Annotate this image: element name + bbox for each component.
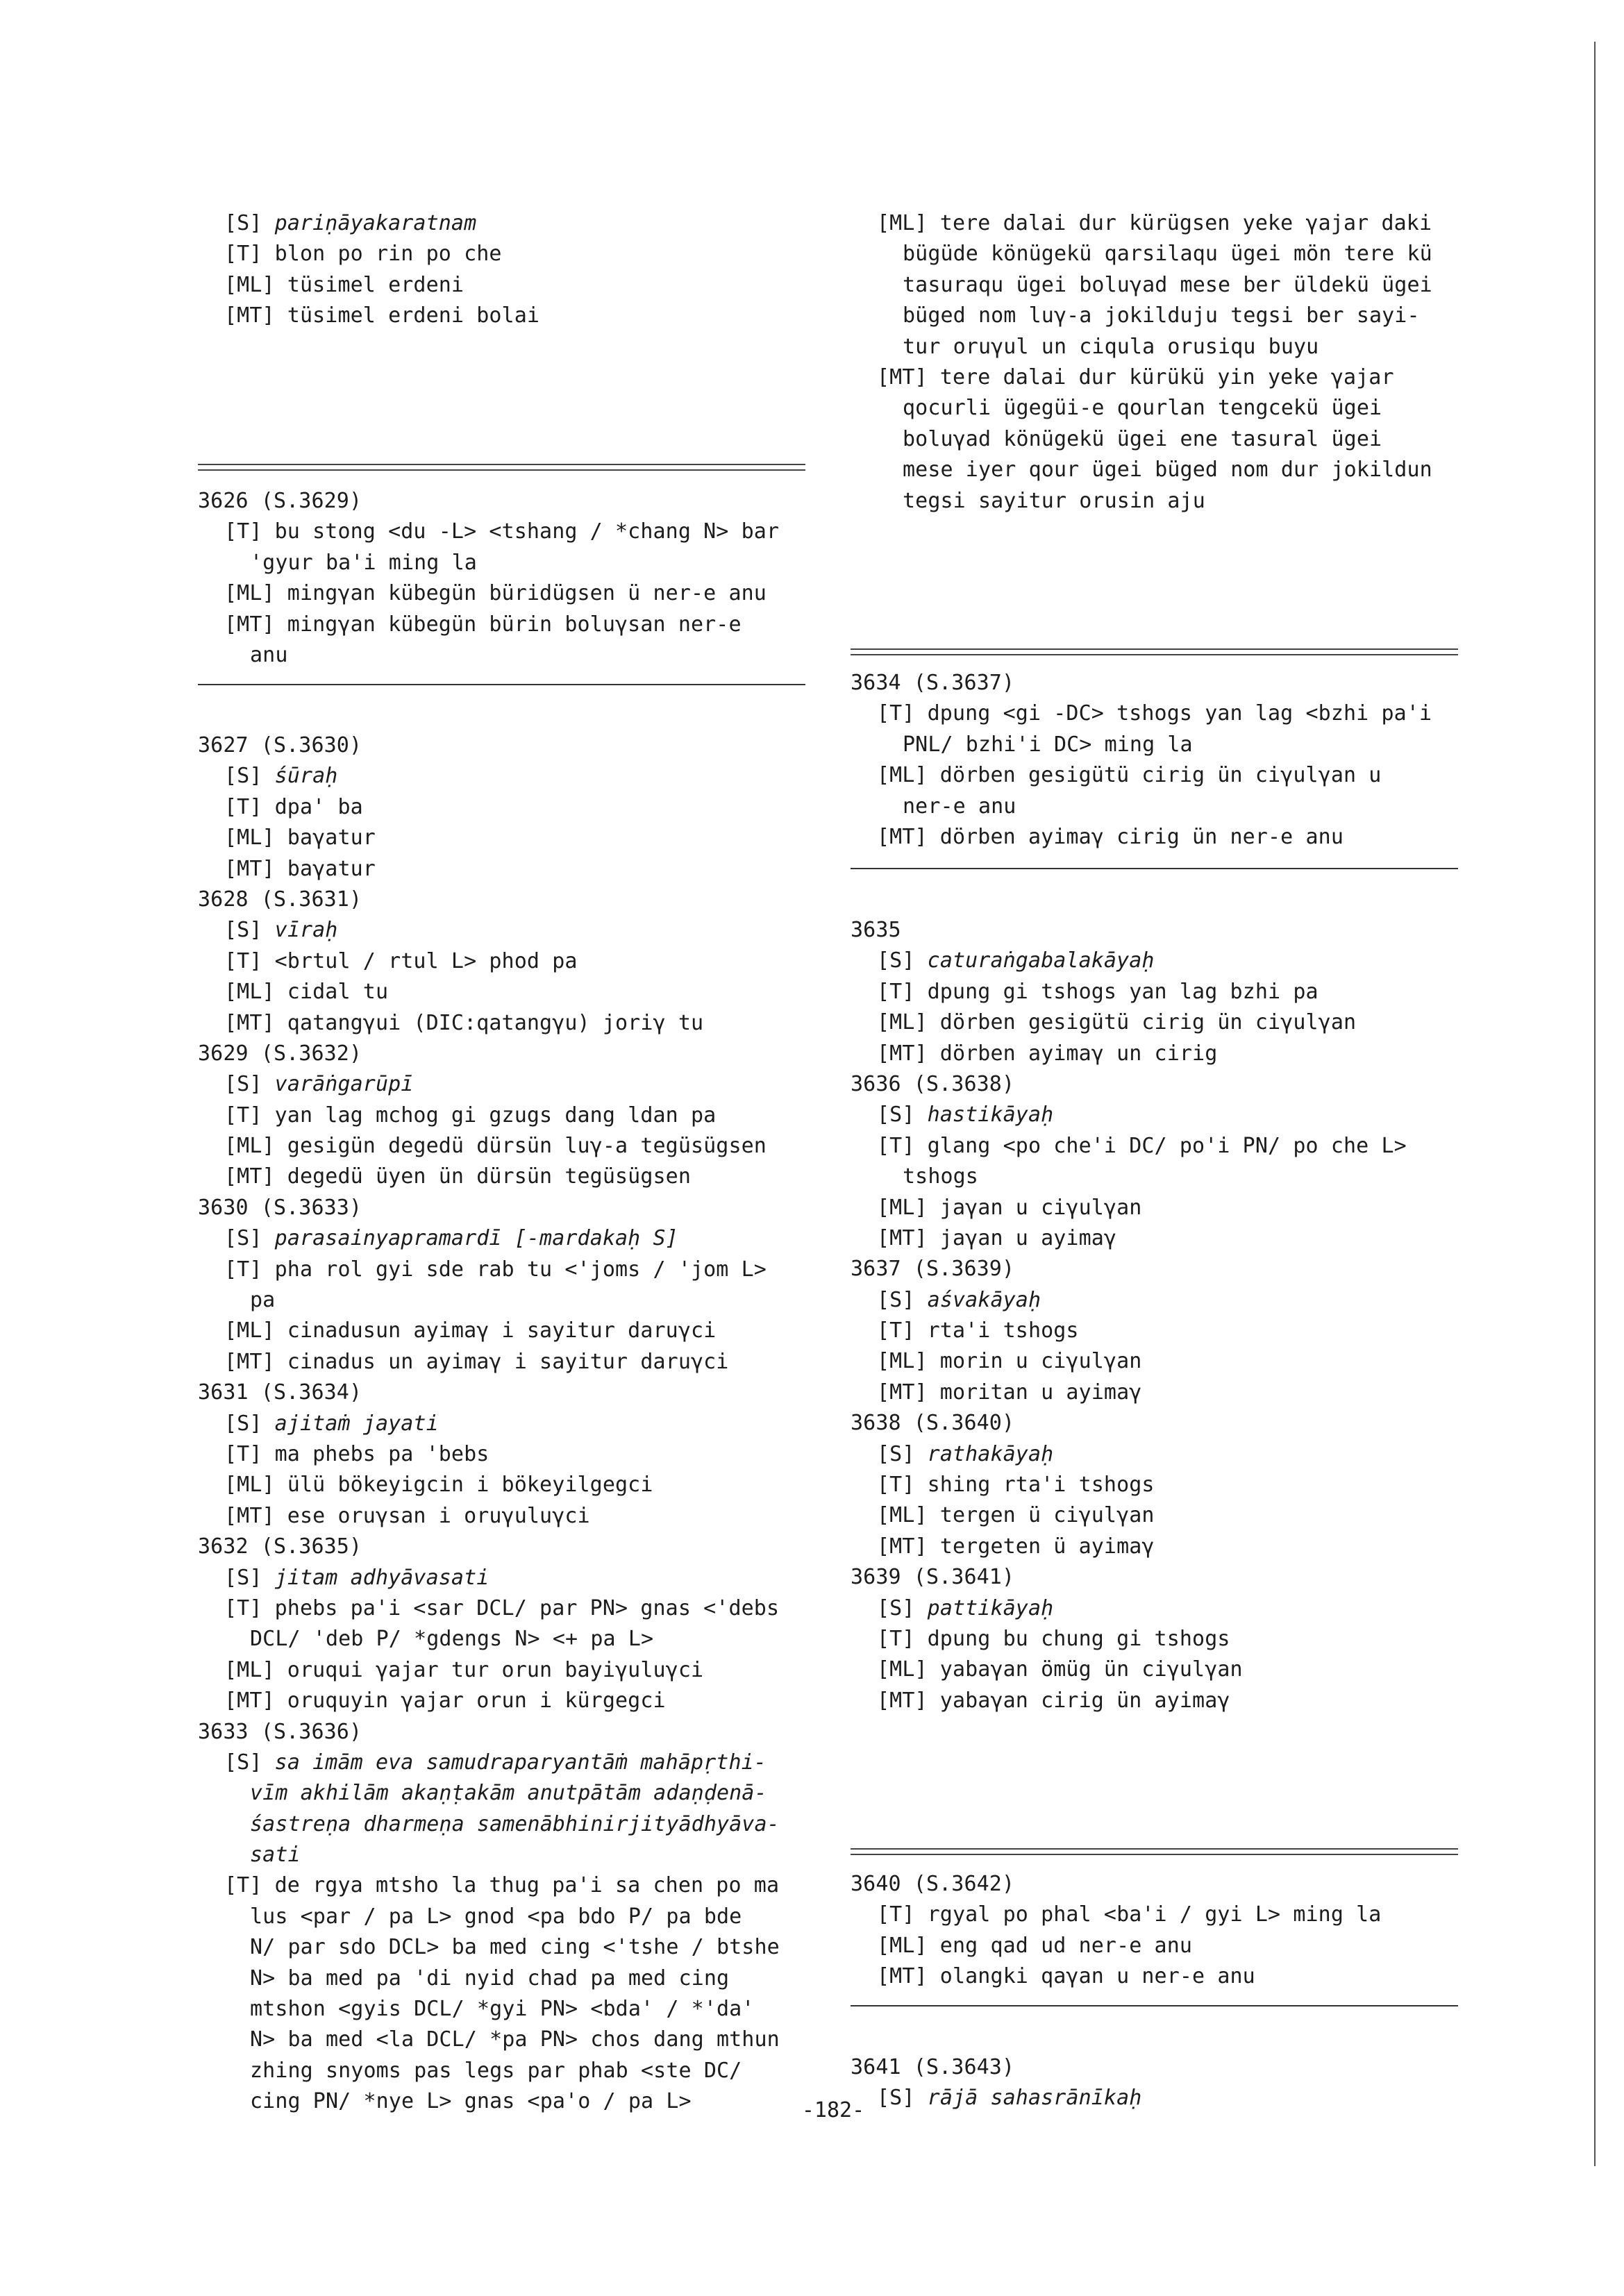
- page-number: -182-: [801, 2098, 865, 2122]
- single-rule-divider: [851, 868, 1458, 869]
- entry-number: 3629 (S.3632): [198, 1041, 362, 1066]
- entry-continuation-line: DCL/ 'deb P/ *gdengs N> <+ pa L>: [250, 1627, 654, 1652]
- entry-field-line: [ML] gesigün degedü dürsün luγ-a tegüsügsen: [224, 1134, 767, 1159]
- entry-continuation-line: anu: [250, 642, 288, 667]
- entry-number: 3632 (S.3635): [198, 1534, 362, 1559]
- entry-continuation-line: 'gyur ba'i ming la: [250, 550, 477, 575]
- entry-block-3627-3633: [198, 730, 819, 2118]
- entry-field-line: [S] aśvakāyaḥ: [877, 1287, 1041, 1312]
- entry-number: 3633 (S.3636): [198, 1719, 362, 1744]
- entry-block-3634: [851, 668, 1472, 853]
- entry-field-line: [T] dpung <gi -DC> tshogs yan lag <bzhi pa'i: [877, 701, 1432, 726]
- entry-field-line: [S] rājā sahasrānīkaḥ: [877, 2086, 1142, 2111]
- entry-continuation-line: bügüde könügekü qarsilaqu ügei mön tere kü: [903, 242, 1432, 267]
- entry-field-line: [S] pattikāyaḥ: [877, 1595, 1054, 1620]
- entry-field-line: [T] dpung gi tshogs yan lag bzhi pa: [877, 979, 1319, 1004]
- entry-field-line: [ML] dörben gesigütü cirig ün ciγulγan: [877, 1010, 1357, 1035]
- entry-field-line: [MT] tüsimel erdeni bolai: [224, 303, 540, 328]
- entry-number: 3640 (S.3642): [851, 1872, 1015, 1896]
- entry-field-line: [S] caturaṅgabalakāyaḥ: [877, 948, 1155, 973]
- entry-continuation-line: N> ba med pa 'di nyid chad pa med cing: [250, 1966, 730, 1991]
- entry-field-line: [MT] olangki qaγan u ner-e anu: [877, 1964, 1255, 1989]
- entry-field-line: [S] pariṇāyakaratnam: [224, 211, 477, 235]
- entry-field-line: [S] jitam adhyāvasati: [224, 1565, 489, 1590]
- entry-number: 3626 (S.3629): [198, 489, 362, 513]
- entry-field-line: [T] dpa' ba: [224, 794, 363, 819]
- entry-field-line: [T] <brtul / rtul L> phod pa: [224, 948, 578, 973]
- single-rule-divider: [851, 2005, 1458, 2006]
- entry-field-line: [MT] dörben ayimaγ un cirig: [877, 1041, 1218, 1066]
- entry-field-line: [MT] moritan u ayimaγ: [877, 1380, 1142, 1405]
- entry-continuation-line: N> ba med <la DCL/ *pa PN> chos dang mthun: [250, 2027, 780, 2052]
- entry-field-line: [S] vīraḥ: [224, 918, 338, 943]
- entry-field-line: [MT] tere dalai dur kürükü yin yeke γajar: [877, 364, 1394, 389]
- entry-field-line: [MT] tergeten ü ayimaγ: [877, 1534, 1155, 1559]
- entry-number: 3628 (S.3631): [198, 887, 362, 912]
- entry-field-line: [ML] tere dalai dur kürügsen yeke γajar daki: [877, 211, 1432, 235]
- entry-number: 3639 (S.3641): [851, 1565, 1015, 1590]
- entry-field-line: [MT] baγatur: [224, 856, 376, 881]
- entry-field-line: [ML] yabaγan ömüg ün ciγulγan: [877, 1657, 1243, 1682]
- entry-field-line: [ML] eng qad ud ner-e anu: [877, 1933, 1193, 1958]
- double-rule-divider: [851, 648, 1458, 655]
- page-edge-line: [1594, 42, 1596, 2166]
- entry-field-line: [ML] mingγan kübegün büridügsen ü ner-e anu: [224, 581, 767, 606]
- entry-field-line: [MT] qatangγui (DIC:qatangγu) joriγ tu: [224, 1010, 704, 1035]
- entry-field-line: [T] de rgya mtsho la thug pa'i sa chen po ma: [224, 1873, 780, 1898]
- entry-field-line: [MT] jaγan u ayimaγ: [877, 1225, 1117, 1250]
- entry-field-line: [T] yan lag mchog gi gzugs dang ldan pa: [224, 1103, 717, 1128]
- entry-continuation-line: büged nom luγ-a jokilduju tegsi ber sayi-: [903, 303, 1420, 328]
- entry-number: 3627 (S.3630): [198, 733, 362, 757]
- entry-field-line: [MT] degedü üyen ün dürsün tegüsügsen: [224, 1164, 691, 1189]
- entry-field-line: [MT] cinadus un ayimaγ i sayitur daruγci: [224, 1349, 729, 1374]
- entry-block-3635-3639: [851, 915, 1472, 1716]
- entry-continuation-line: pa: [250, 1288, 276, 1313]
- entry-block-3640: [851, 1869, 1472, 1993]
- entry-field-line: [T] rta'i tshogs: [877, 1318, 1079, 1343]
- entry-field-line: [T] phebs pa'i <sar DCL/ par PN> gnas <'debs: [224, 1595, 780, 1620]
- double-rule-divider: [851, 1848, 1458, 1855]
- entry-field-line: [S] śūraḥ: [224, 764, 338, 789]
- entry-field-line: [MT] dörben ayimaγ cirig ün ner-e anu: [877, 824, 1343, 849]
- entry-number: 3636 (S.3638): [851, 1071, 1015, 1096]
- entry-block-3626: [198, 486, 819, 671]
- entry-continuation-line: lus <par / pa L> gnod <pa bdo P/ pa bde: [250, 1904, 742, 1929]
- entry-field-line: [ML] tergen ü ciγulγan: [877, 1503, 1155, 1528]
- entry-continuation-line: tegsi sayitur orusin aju: [903, 488, 1205, 513]
- entry-number: 3638 (S.3640): [851, 1411, 1015, 1436]
- entry-field-line: [S] ajitaṁ jayati: [224, 1411, 439, 1436]
- entry-field-line: [MT] yabaγan cirig ün ayimaγ: [877, 1688, 1230, 1713]
- entry-field-line: [ML] oruqui γajar tur orun bayiγuluγci: [224, 1657, 704, 1682]
- entry-field-line: [S] parasainyapramardī [-mardakaḥ S]: [224, 1226, 678, 1251]
- entry-field-line: [MT] mingγan kübegün bürin boluγsan ner-e: [224, 612, 742, 637]
- single-rule-divider: [198, 684, 805, 685]
- entry-field-line: [ML] cinadusun ayimaγ i sayitur daruγci: [224, 1318, 717, 1343]
- entry-block-3641: [851, 2052, 1472, 2114]
- entry-continuation-line: tshogs: [903, 1164, 978, 1189]
- entry-field-line: [T] shing rta'i tshogs: [877, 1473, 1155, 1498]
- entry-number: 3637 (S.3639): [851, 1257, 1015, 1282]
- entry-continuation-line: tur oruγul un ciqula orusiqu buyu: [903, 334, 1319, 359]
- entry-field-line: [ML] ülü bökeyigcin i bökeyilgegci: [224, 1473, 653, 1498]
- entry-continuation-line: PNL/ bzhi'i DC> ming la: [903, 732, 1193, 757]
- entry-field-line: [ML] dörben gesigütü cirig ün ciγulγan u: [877, 763, 1382, 788]
- entry-field-line: [ML] morin u ciγulγan: [877, 1349, 1142, 1374]
- entry-field-line: [T] ma phebs pa 'bebs: [224, 1441, 489, 1466]
- entry-continuation-line: N/ par sdo DCL> ba med cing <'tshe / btshe: [250, 1935, 780, 1960]
- entry-continuation-line: śastreṇa dharmeṇa samenābhinirjityādhyāva-: [250, 1811, 780, 1836]
- entry-block-pariNayakaratnam: [198, 208, 819, 332]
- entry-continuation-line: tasuraqu ügei boluγad mese ber üldekü ügei: [903, 272, 1432, 297]
- entry-field-line: [MT] ese oruγsan i oruγuluγci: [224, 1503, 590, 1528]
- entry-number: 3630 (S.3633): [198, 1195, 362, 1220]
- entry-field-line: [ML] baγatur: [224, 826, 376, 850]
- entry-block-3633-continued: [851, 208, 1472, 517]
- entry-continuation-line: cing PN/ *nye L> gnas <pa'o / pa L>: [250, 2089, 692, 2114]
- entry-field-line: [S] rathakāyaḥ: [877, 1441, 1054, 1466]
- entry-field-line: [S] hastikāyaḥ: [877, 1103, 1054, 1128]
- double-rule-divider: [198, 464, 805, 471]
- entry-continuation-line: mtshon <gyis DCL/ *gyi PN> <bda' / *'da': [250, 1997, 755, 2022]
- entry-field-line: [S] varāṅgarūpī: [224, 1072, 414, 1097]
- entry-continuation-line: qocurli ügegüi-e qourlan tengcekü ügei: [903, 396, 1382, 421]
- entry-continuation-line: ner-e anu: [903, 794, 1016, 819]
- entry-continuation-line: vīm akhilām akaṇṭakām anutpātām adaṇḍenā-: [250, 1781, 767, 1806]
- entry-field-line: [S] sa imām eva samudraparyantāṁ mahāpṛthi-: [224, 1750, 767, 1775]
- entry-continuation-line: mese iyer qour ügei büged nom dur jokildun: [903, 458, 1432, 483]
- entry-continuation-line: zhing snyoms pas legs par phab <ste DC/: [250, 2058, 742, 2083]
- entry-number: 3641 (S.3643): [851, 2055, 1015, 2079]
- entry-number: 3635: [851, 918, 901, 942]
- entry-number: 3631 (S.3634): [198, 1380, 362, 1405]
- entry-field-line: [T] rgyal po phal <ba'i / gyi L> ming la: [877, 1902, 1382, 1927]
- entry-continuation-line: boluγad könügekü ügei ene tasural ügei: [903, 426, 1382, 451]
- entry-field-line: [T] bu stong <du -L> <tshang / *chang N> bar: [224, 519, 780, 544]
- entry-field-line: [ML] cidal tu: [224, 980, 389, 1005]
- entry-field-line: [ML] tüsimel erdeni: [224, 272, 464, 297]
- entry-field-line: [T] glang <po che'i DC/ po'i PN/ po che L>: [877, 1133, 1407, 1158]
- entry-field-line: [ML] jaγan u ciγulγan: [877, 1195, 1142, 1220]
- entry-continuation-line: sati: [250, 1843, 301, 1868]
- entry-number: 3634 (S.3637): [851, 671, 1015, 695]
- entry-field-line: [MT] oruquyin γajar orun i kürgegci: [224, 1689, 666, 1713]
- entry-field-line: [T] pha rol gyi sde rab tu <'joms / 'jom L>: [224, 1257, 767, 1282]
- entry-field-line: [T] dpung bu chung gi tshogs: [877, 1626, 1230, 1651]
- entry-field-line: [T] blon po rin po che: [224, 242, 502, 267]
